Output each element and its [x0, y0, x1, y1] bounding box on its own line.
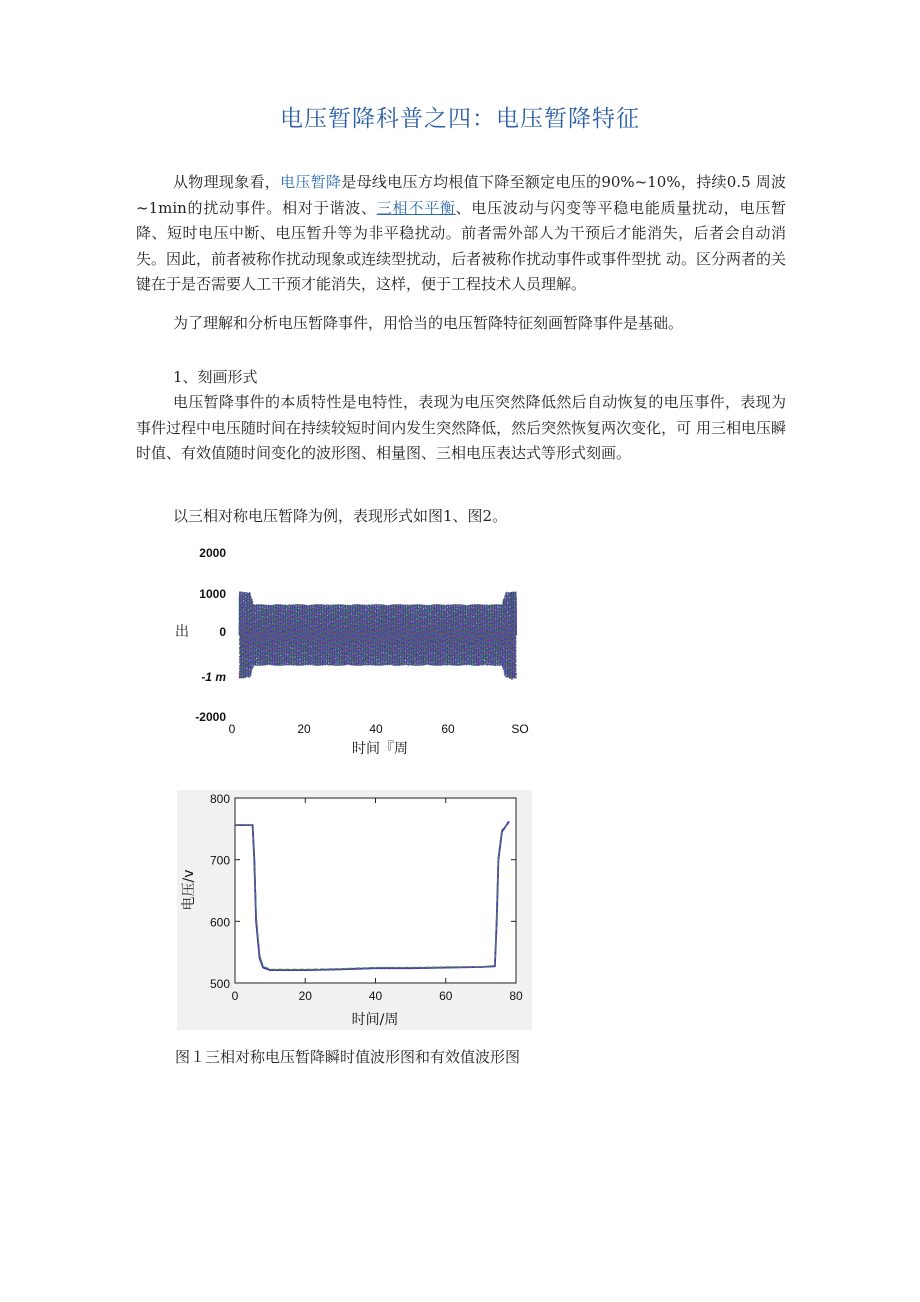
link-voltage-sag[interactable]: 电压暂降 [280, 173, 342, 191]
rms-waveform-chart [170, 785, 540, 1035]
section-paragraph: 电压暂降事件的本质特性是电特性，表现为电压突然降低然后自动恢复的电压事件，表现为事件过程中电压随时间在持续较短时间内发生突然降低，然后突然恢复两次变化，可 用三相电压瞬时值、有效值随时间变化的波形图、相量图、三相电压表达式等形式刻画。 [136, 393, 786, 462]
y-tick-label: 600 [209, 915, 230, 930]
y-tick-label: 0 [219, 625, 226, 639]
x-axis-label: 时间『周 [352, 741, 408, 757]
instantaneous-waveform-chart [170, 540, 550, 765]
y-tick-label: 500 [209, 977, 230, 991]
x-tick-label: 40 [368, 989, 383, 1003]
y-tick-label: -1 m [201, 670, 226, 684]
x-tick-label: 20 [297, 722, 311, 736]
section-paragraph-2: 以三相对称电压暂降为例，表现形式如图1、图2。 [173, 507, 508, 525]
y-tick-label: -2000 [195, 710, 226, 724]
intro-paragraph: 从物理现象看，电压暂降是母线电压方均根值下降至额定电压的90%~10%，持续0.5 周波~1min的扰动事件。相对于谐波、三相不平衡、电压波动与闪变等平稳电能质量扰动，电压暂降、短时电压中断、电压暂升等为非平稳扰动。前者需外部人为干预后才能消失，后者会自动消失。因此，前者被称作扰动现象或连续型扰动，后者被称作扰动事件或事件型扰 动。区分两者的关键在于是否需要人工干预才能消失，这样，便于工程技术人员理解。 [136, 173, 786, 293]
x-tick-label: SO [511, 722, 529, 736]
section-heading: 1、刻画形式 [173, 368, 258, 386]
x-tick-label: 60 [441, 722, 455, 736]
figure-caption: 图１三相对称电压暂降瞬时值波形图和有效值波形图 [175, 1048, 521, 1066]
link-three-phase-unbalance[interactable]: 三相不平衡 [376, 198, 456, 217]
x-axis-label: 时间/周 [351, 1012, 399, 1028]
y-axis-label: 电压/v [181, 869, 197, 911]
x-tick-label: 0 [228, 722, 236, 736]
intro-paragraph-2: 为了理解和分析电压暂降事件，用恰当的电压暂降特征刻画暂降事件是基础。 [173, 314, 684, 332]
x-tick-label: 60 [439, 989, 453, 1003]
y-tick-label: 2000 [199, 546, 226, 560]
x-tick-label: 40 [369, 722, 383, 736]
x-tick-label: 80 [509, 989, 523, 1003]
x-tick-label: 20 [298, 989, 312, 1003]
y-tick-label: 1000 [199, 587, 226, 601]
y-tick-label: 700 [209, 853, 230, 868]
x-tick-label: 0 [231, 989, 239, 1003]
page-title: 电压暂降科普之四：电压暂降特征 [280, 106, 640, 132]
y-tick-label: 800 [209, 792, 230, 806]
y-axis-label: 出 [175, 624, 189, 640]
